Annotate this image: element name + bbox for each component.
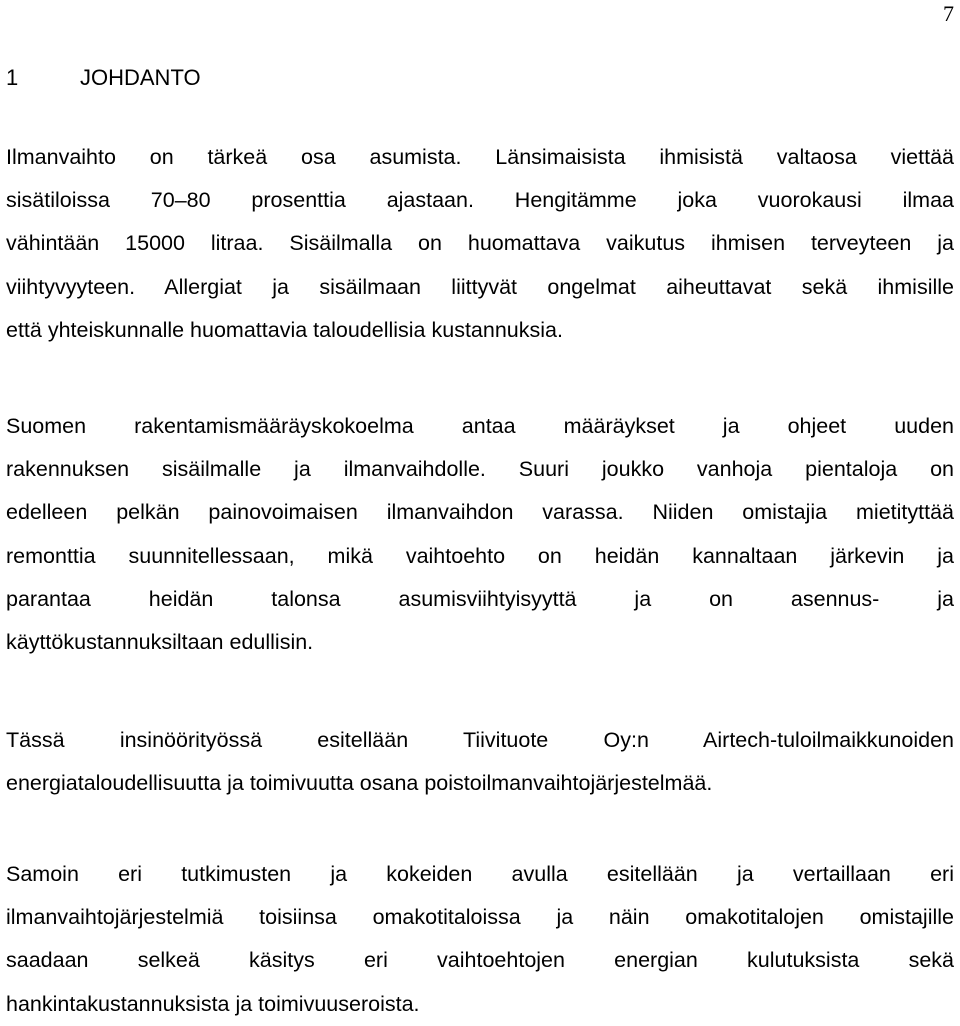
text-line: käyttökustannuksiltaan edullisin.: [6, 629, 314, 654]
text-line: sisätiloissa 70–80 prosenttia ajastaan. Hengitämme joka vuorokausi ilmaa: [6, 188, 954, 213]
paragraph-building-regulations: [6, 405, 954, 664]
text-line: Samoin eri tutkimusten ja kokeiden avulla esitellään ja vertaillaan eri: [6, 862, 954, 886]
text-line: remonttia suunnitellessaan, mikä vaihtoehto on heidän kannaltaan järkevin ja: [6, 543, 954, 568]
text-line: Ilmanvaihto on tärkeä osa asumista. Länsimaisista ihmisistä valtaosa viettää: [6, 145, 954, 169]
text-line: Suomen rakentamismääräyskokoelma antaa määräykset ja ohjeet uuden: [6, 414, 954, 438]
paragraph-comparison: [6, 853, 954, 1026]
text-line: ilmanvaihtojärjestelmiä toisiinsa omakotitaloissa ja näin omakotitalojen omistajille: [6, 905, 954, 930]
page-number: 7: [943, 1, 954, 26]
paragraph-introduction: [6, 136, 954, 352]
text-line: vähintään 15000 litraa. Sisäilmalla on huomattava vaikutus ihmisen terveyteen ja: [6, 231, 954, 256]
text-line: edelleen pelkän painovoimaisen ilmanvaihdon varassa. Niiden omistajia mietityttää: [6, 500, 954, 525]
text-line: että yhteiskunnalle huomattavia taloudellisia kustannuksia.: [6, 317, 563, 342]
paragraph-thesis-scope: [6, 719, 954, 805]
chapter-heading: [6, 62, 201, 94]
text-line: energiataloudellisuutta ja toimivuutta osana poistoilmanvaihtojärjestelmää.: [6, 771, 713, 796]
chapter-title: JOHDANTO: [80, 65, 201, 90]
text-line: hankintakustannuksista ja toimivuuseroista.: [6, 991, 420, 1016]
text-line: saadaan selkeä käsitys eri vaihtoehtojen energian kulutuksista sekä: [6, 948, 954, 973]
chapter-number: 1: [6, 65, 19, 90]
text-line: Tässä insinöörityössä esitellään Tiivituote Oy:n Airtech-tuloilmaikkunoiden: [6, 728, 954, 752]
text-line: viihtyvyyteen. Allergiat ja sisäilmaan liittyvät ongelmat aiheuttavat sekä ihmisille: [6, 274, 954, 299]
text-line: parantaa heidän talonsa asumisviihtyisyyttä ja on asennus- ja: [6, 586, 954, 611]
text-line: rakennuksen sisäilmalle ja ilmanvaihdolle. Suuri joukko vanhoja pientaloja on: [6, 457, 954, 482]
